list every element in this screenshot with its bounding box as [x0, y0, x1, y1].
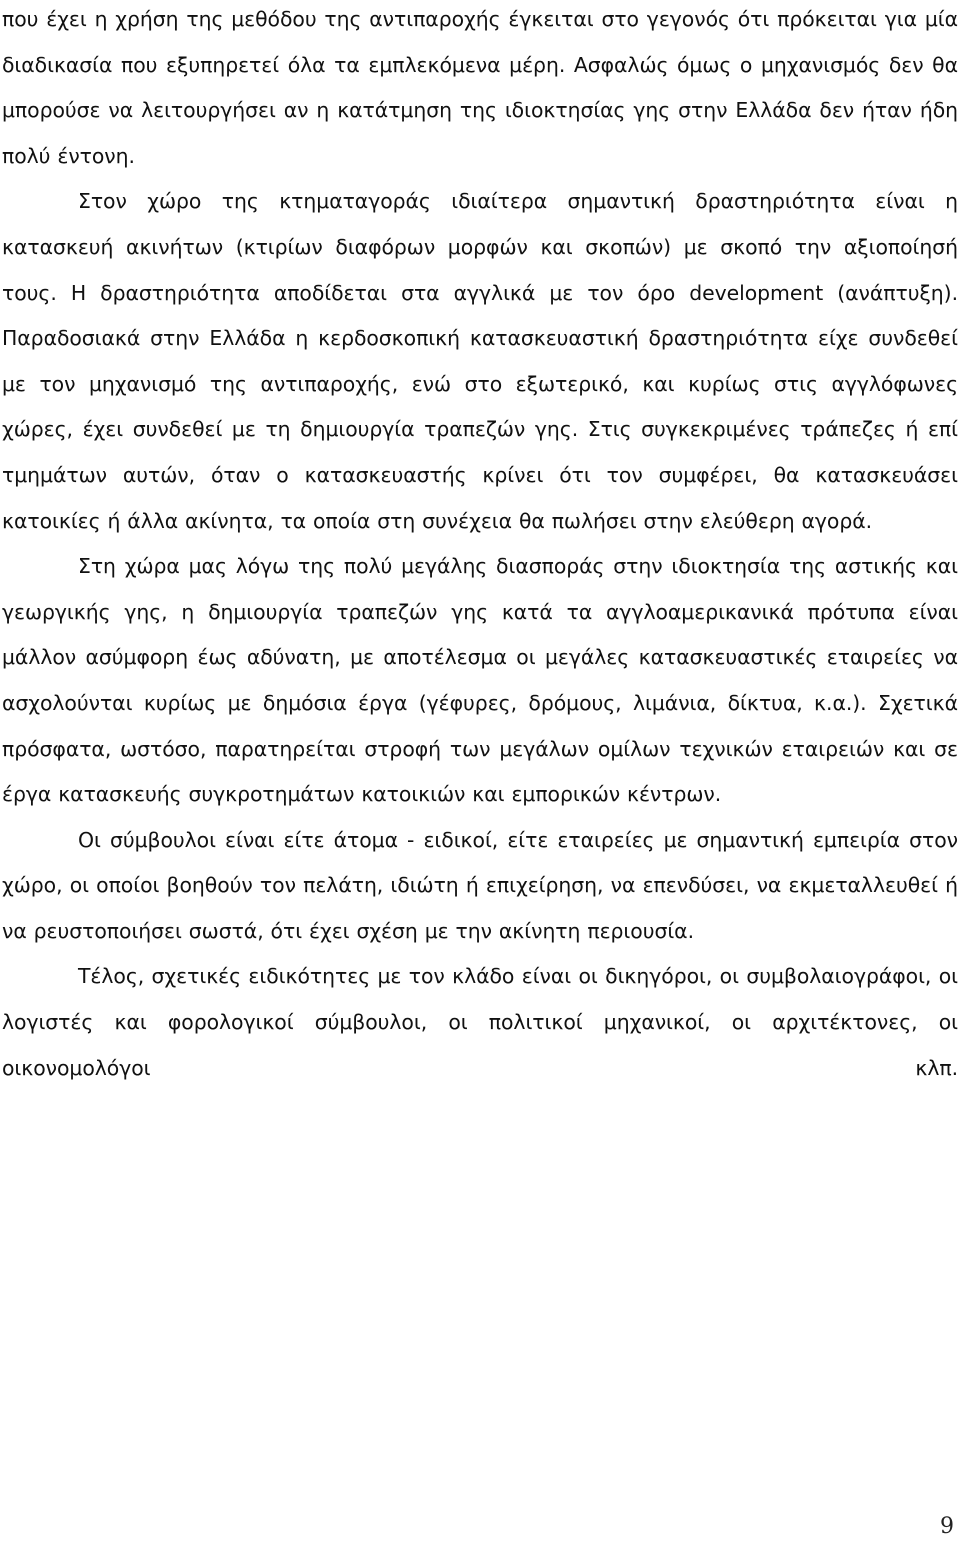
document-body [2, 0, 958, 1091]
paragraph-land-banks-greece: Στη χώρα μας λόγω της πολύ μεγάλης διασποράς στην ιδιοκτησία της αστικής και γεωργικής γης, η δημιουργία τραπεζών γης κατά τα αγγλοαμερικανικά πρότυπα είναι μάλλον ασύμφορη έως αδύνατη, με αποτέλεσμα οι μεγάλες κατασκευαστικές εταιρείες να ασχολούνται κυρίως με δημόσια έργα (γέφυρες, δρόμους, λιμάνια, δίκτυα, κ.α.). Σχετικά πρόσφατα, ωστόσο, παρατηρείται στροφή των μεγάλων ομίλων τεχνικών εταιρειών και σε έργα κατασκευής συγκροτημάτων κατοικιών και εμπορικών κέντρων. [2, 554, 958, 807]
paragraph-consultants: Οι σύμβουλοι είναι είτε άτομα - ειδικοί, είτε εταιρείες με σημαντική εμπειρία στον χώρο, οι οποίοι βοηθούν τον πελάτη, ιδιώτη ή επιχείρηση, να επενδύσει, να εκμεταλλευθεί ή να ρευστοποιήσει σωστά, ότι έχει σχέση με την ακίνητη περιουσία. [2, 827, 958, 943]
paragraph-continuation: που έχει η χρήση της μεθόδου της αντιπαροχής έγκειται στο γεγονός ότι πρόκειται για μία διαδικασία που εξυπηρετεί όλα τα εμπλεκόμενα μέρη. Ασφαλώς όμως ο μηχανισμός δεν θα μπορούσε να λειτουργήσει αν η κατάτμηση της ιδιοκτησίας γης στην Ελλάδα δεν ήταν ήδη πολύ έντονη. [2, 7, 958, 168]
paragraph-related-professions: Τέλος, σχετικές ειδικότητες με τον κλάδο είναι οι δικηγόροι, οι συμβολαιογράφοι, οι λογιστές και φορολογικοί σύμβουλοι, οι πολιτικοί μηχανικοί, οι αρχιτέκτονες, οι οικονομολόγοι κλπ. [2, 964, 958, 1080]
paragraph-real-estate-development: Στον χώρο της κτηματαγοράς ιδιαίτερα σημαντική δραστηριότητα είναι η κατασκευή ακινήτων (κτιρίων διαφόρων μορφών και σκοπών) με σκοπό την αξιοποίησή τους. Η δραστηριότητα αποδίδεται στα αγγλικά με τον όρο development (ανάπτυξη). Παραδοσιακά στην Ελλάδα η κερδοσκοπική κατασκευαστική δραστηριότητα είχε συνδεθεί με τον μηχανισμό της αντιπαροχής, ενώ στο εξωτερικό, και κυρίως στις αγγλόφωνες χώρες, έχει συνδεθεί με τη δημιουργία τραπεζών γης. Στις συγκεκριμένες τράπεζες ή επί τμημάτων αυτών, όταν ο κατασκευαστής κρίνει ότι τον συμφέρει, θα κατασκευάσει κατοικίες ή άλλα ακίνητα, τα οποία στη συνέχεια θα πωλήσει στην ελεύθερη αγορά. [2, 189, 958, 533]
page-number: 9 [940, 1514, 954, 1539]
